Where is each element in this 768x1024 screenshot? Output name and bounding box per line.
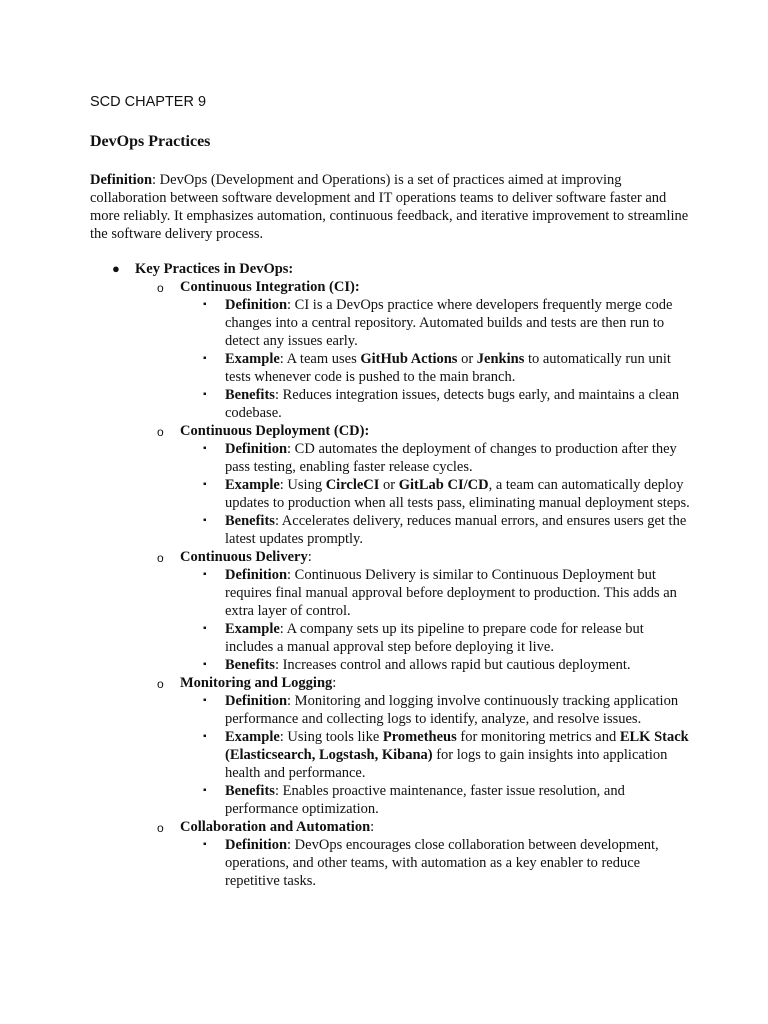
practice-monitoring-logging bbox=[135, 674, 690, 818]
detail-text: to automatically run unit tests whenever code is pushed to the main branch. bbox=[225, 351, 671, 385]
detail-label: Benefits bbox=[225, 783, 275, 799]
detail-text: , a team can automatically deploy updates to production when all tests pass, eliminating manual deployment steps. bbox=[225, 477, 690, 511]
square-bullet-icon: ▪ bbox=[203, 839, 207, 850]
square-bullet-icon: ▪ bbox=[203, 659, 207, 670]
circle-bullet-icon: o bbox=[157, 425, 164, 439]
practice-title: Continuous Integration (CI): bbox=[180, 279, 360, 295]
detail-label: Example bbox=[225, 729, 280, 745]
practice-details bbox=[180, 440, 690, 548]
detail-label: Definition bbox=[225, 837, 288, 853]
page-title: DevOps Practices bbox=[90, 133, 211, 150]
detail-label: Definition bbox=[225, 297, 288, 313]
practice-cd bbox=[135, 422, 690, 548]
square-bullet-icon: ▪ bbox=[203, 299, 207, 310]
detail-benefits bbox=[180, 512, 690, 548]
square-bullet-icon: ▪ bbox=[203, 353, 207, 364]
square-bullet-icon: ▪ bbox=[203, 695, 207, 706]
detail-label: Example bbox=[225, 477, 280, 493]
square-bullet-icon: ▪ bbox=[203, 569, 207, 580]
tool-name: GitHub Actions bbox=[360, 351, 458, 367]
detail-text: : Increases control and allows rapid but cautious deployment. bbox=[274, 657, 631, 673]
practice-ci bbox=[135, 278, 690, 422]
practice-collaboration-automation bbox=[135, 818, 690, 890]
detail-label: Example bbox=[225, 621, 280, 637]
practice-title: Continuous Deployment (CD): bbox=[180, 423, 370, 439]
detail-definition bbox=[180, 566, 690, 620]
detail-label: Definition bbox=[225, 693, 288, 709]
detail-example bbox=[180, 476, 690, 512]
practice-title: Continuous Delivery bbox=[180, 549, 308, 565]
detail-definition bbox=[180, 692, 690, 728]
practices-list bbox=[135, 278, 690, 890]
practice-title-suffix: : bbox=[307, 549, 312, 565]
practice-details bbox=[180, 296, 690, 422]
practice-title: Monitoring and Logging bbox=[180, 675, 333, 691]
detail-text: or bbox=[379, 477, 399, 493]
detail-text: : Continuous Delivery is similar to Continuous Deployment but requires final manual approval before deployment to production. This adds an extra layer of control. bbox=[225, 567, 677, 619]
tool-name: ELK Stack (Elasticsearch, Logstash, Kibana) bbox=[225, 729, 689, 763]
detail-label: Benefits bbox=[225, 657, 275, 673]
definition-text: : DevOps (Development and Operations) is a set of practices aimed at improving collaboration between software development and IT operations teams to deliver software faster and more reliably. It emphasizes automation, continuous feedback, and iterative improvement to streamline the software delivery process. bbox=[90, 172, 689, 242]
key-practices-heading: Key Practices in DevOps: bbox=[135, 261, 294, 277]
detail-definition bbox=[180, 836, 690, 890]
detail-text: : Accelerates delivery, reduces manual errors, and ensures users get the latest updates promptly. bbox=[225, 513, 687, 547]
square-bullet-icon: ▪ bbox=[203, 623, 207, 634]
tool-name: CircleCI bbox=[325, 477, 380, 493]
definition-paragraph bbox=[90, 171, 690, 243]
practice-title-suffix: : bbox=[332, 675, 337, 691]
document-label: SCD CHAPTER 9 bbox=[90, 94, 207, 110]
detail-benefits bbox=[180, 656, 690, 674]
document-page bbox=[90, 92, 690, 890]
bullet-icon: ● bbox=[112, 261, 120, 276]
detail-label: Benefits bbox=[225, 513, 275, 529]
detail-label: Example bbox=[225, 351, 280, 367]
detail-example bbox=[180, 620, 690, 656]
detail-text: : Enables proactive maintenance, faster issue resolution, and performance optimization. bbox=[225, 783, 625, 817]
practice-details bbox=[180, 692, 690, 818]
detail-text: for monitoring metrics and bbox=[456, 729, 620, 745]
key-practices-list bbox=[90, 260, 690, 890]
circle-bullet-icon: o bbox=[157, 281, 164, 295]
definition-label: Definition bbox=[90, 172, 153, 188]
detail-text: or bbox=[457, 351, 477, 367]
circle-bullet-icon: o bbox=[157, 677, 164, 691]
circle-bullet-icon: o bbox=[157, 551, 164, 565]
detail-example bbox=[180, 350, 690, 386]
practice-title: Collaboration and Automation bbox=[180, 819, 371, 835]
detail-definition bbox=[180, 440, 690, 476]
circle-bullet-icon: o bbox=[157, 821, 164, 835]
detail-text: : CI is a DevOps practice where developers frequently merge code changes into a central repository. Automated builds and tests are then run to detect any issues early. bbox=[225, 297, 673, 349]
detail-text: : CD automates the deployment of changes to production after they pass testing, enabling faster release cycles. bbox=[225, 441, 677, 475]
detail-label: Benefits bbox=[225, 387, 275, 403]
practice-details bbox=[180, 566, 690, 674]
square-bullet-icon: ▪ bbox=[203, 785, 207, 796]
practice-continuous-delivery bbox=[135, 548, 690, 674]
detail-label: Definition bbox=[225, 567, 288, 583]
detail-example bbox=[180, 728, 690, 782]
detail-benefits bbox=[180, 782, 690, 818]
detail-text: for logs to gain insights into application health and performance. bbox=[225, 747, 668, 781]
key-practices-item bbox=[90, 260, 690, 890]
square-bullet-icon: ▪ bbox=[203, 515, 207, 526]
detail-text: : Using bbox=[279, 477, 326, 493]
detail-text: : Monitoring and logging involve continuously tracking application performance and collecting logs to identify, analyze, and resolve issues. bbox=[225, 693, 679, 727]
detail-text: : Reduces integration issues, detects bugs early, and maintains a clean codebase. bbox=[225, 387, 680, 421]
detail-text: : Using tools like bbox=[279, 729, 383, 745]
tool-name: Prometheus bbox=[382, 729, 457, 745]
detail-text: : DevOps encourages close collaboration between development, operations, and other teams, with automation as a key enabler to reduce repetitive tasks. bbox=[225, 837, 659, 889]
detail-text: : A company sets up its pipeline to prepare code for release but includes a manual approval step before deploying it live. bbox=[225, 621, 644, 655]
tool-name: GitLab CI/CD bbox=[398, 477, 489, 493]
detail-definition bbox=[180, 296, 690, 350]
square-bullet-icon: ▪ bbox=[203, 479, 207, 490]
detail-text: : A team uses bbox=[279, 351, 361, 367]
practice-details bbox=[180, 836, 690, 890]
square-bullet-icon: ▪ bbox=[203, 443, 207, 454]
square-bullet-icon: ▪ bbox=[203, 731, 207, 742]
detail-label: Definition bbox=[225, 441, 288, 457]
detail-benefits bbox=[180, 386, 690, 422]
tool-name: Jenkins bbox=[476, 351, 525, 367]
practice-title-suffix: : bbox=[370, 819, 375, 835]
square-bullet-icon: ▪ bbox=[203, 389, 207, 400]
